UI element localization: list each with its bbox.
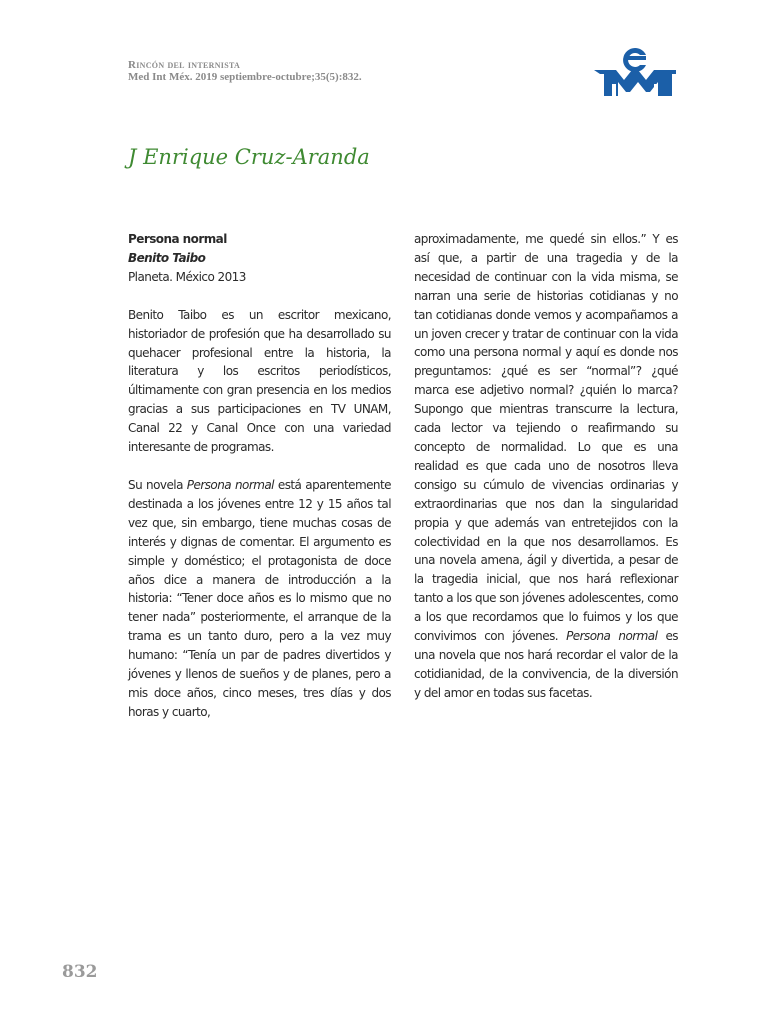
journal-citation [128, 71, 362, 83]
book-title: Persona normal [128, 232, 227, 246]
paragraph-novel [128, 476, 391, 722]
citation-details: 2019 septiembre-octubre;35(5):832. [192, 71, 362, 83]
paragraph-novel-text-b: está aparentemente destinada a los jóvenes entre 12 y 15 años tal vez que, sin embargo, tiene muchas cosas de interés y dignas de comentar. El argumento es simple y doméstico; el protagonista de doce años dice a manera de introducción a la historia: “Tener doce años es lo mismo que no tener nada” posteriormente, el arranque de la trama es un tanto duro, pero a la vez muy humano: “Tenía un par de padres divertidos y jóvenes y llenos de sueños y de planes, pero a mis doce años, cinco meses, tres días y dos horas y cuarto, [128, 477, 391, 719]
paragraph-continuation-text-a: aproximadamente, me quedé sin ellos.” Y es así que, a partir de una tragedia y de la necesidad de continuar con la vida misma, se narran una serie de historias cotidianas y no tan cotidianas donde vemos y acompañamos a un joven crecer y tratar de continuar con la vida como una persona normal y aquí es donde nos preguntamos: ¿qué es ser “normal”? ¿qué marca ese adjetivo normal? ¿quién lo marca? Supongo que mientras transcurre la lectura, cada lector va tejiendo o reafirmando su concepto de normalidad. Lo que es una realidad es que cada uno de nosotros lleva consigo su cúmulo de vivencias ordinarias y extraordinarias que nos dan la singularidad propia y que además van entretejidos con la colectividad en la que nos desarrollamos. Es una novela amena, ágil y divertida, a pesar de la tragedia inicial, que nos hará reflexionar tanto a los que son jóvenes adolescentes, como a los que recordamos que lo fuimos y los que convivimos con jóvenes. [414, 232, 678, 644]
book-author: Benito Taibo [128, 250, 206, 265]
author-name: J Enrique Cruz-Aranda [128, 145, 370, 169]
paragraph-intro: Benito Taibo es un escritor mexicano, historiador de profesión que ha desarrollado su quehacer profesional entre la historia, la literatura y los escritos periodísticos, últimamente con gran presencia en los medios gracias a sus participaciones en TV UNAM, Canal 22 y Canal Once con una variedad interesante de programas. [128, 307, 391, 455]
right-column [414, 230, 678, 703]
novel-title-italic-2: Persona normal [566, 629, 658, 644]
section-label: Rincón del internista [128, 59, 241, 71]
book-publisher: Planeta. México 2013 [128, 269, 246, 284]
paragraph-continuation-text-b: es una novela que nos hará recordar el valor de la cotidianidad, de la convivencia, de la diversión y del amor en todas sus facetas. [414, 629, 678, 700]
left-column [128, 230, 391, 722]
paragraph-continuation [414, 230, 678, 703]
paragraph-novel-text-a: Su novela [128, 477, 187, 492]
novel-title-italic: Persona normal [186, 477, 274, 492]
page-number: 832 [62, 962, 98, 982]
journal-logo-icon [594, 44, 676, 98]
journal-name: Med Int Méx. [128, 71, 193, 83]
